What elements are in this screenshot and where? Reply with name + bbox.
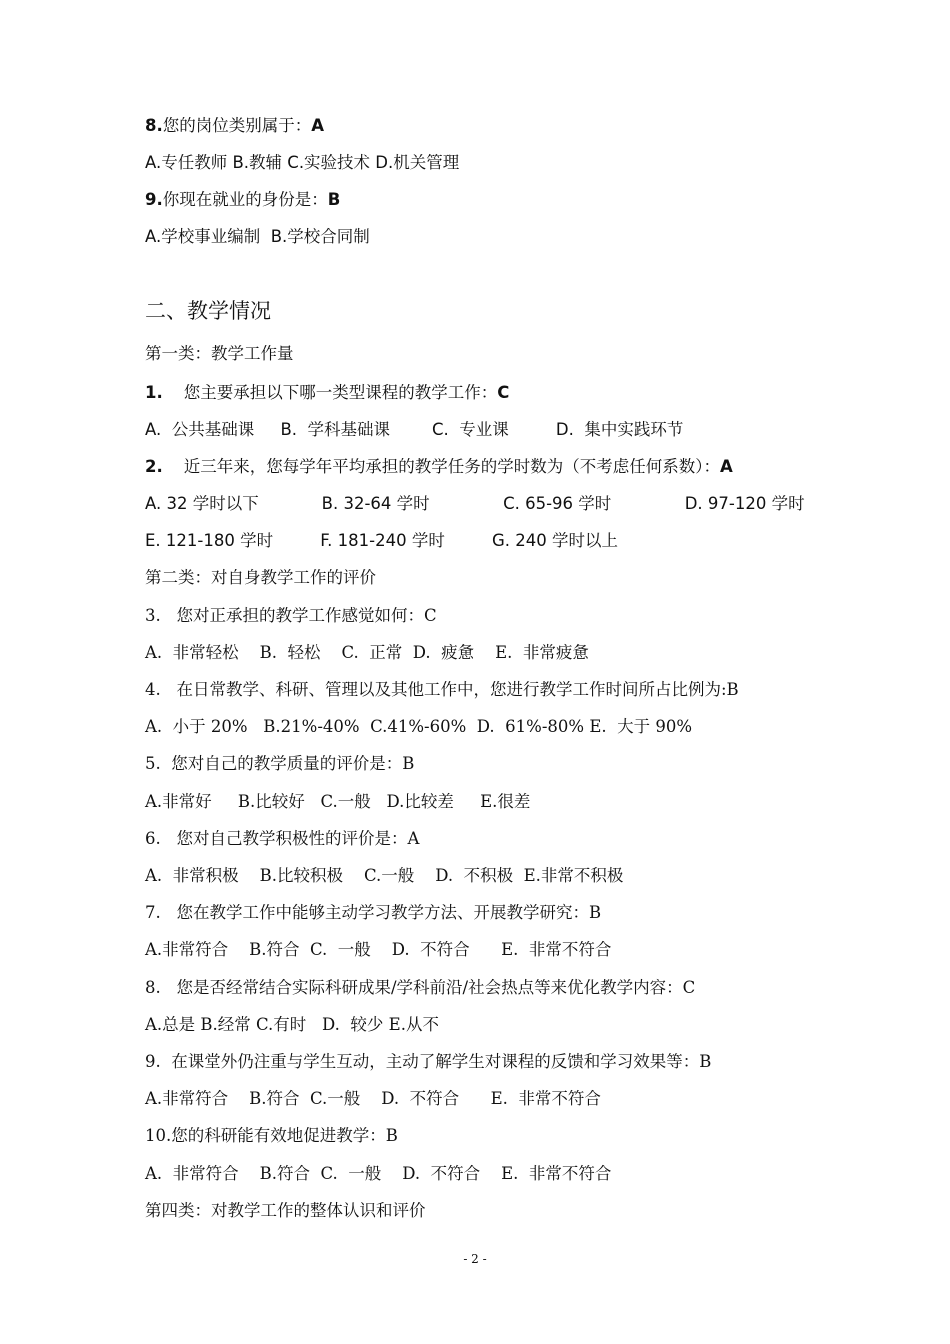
- question-7-teaching-research: 7. 您在教学工作中能够主动学习教学方法、开展教学研究：B: [145, 903, 602, 922]
- question-6-enthusiasm-evaluation: 6. 您对自己教学积极性的评价是：A: [145, 829, 420, 848]
- answer-letter: A: [719, 457, 733, 476]
- question-8-content-optimization: 8. 您是否经常结合实际科研成果/学科前沿/社会热点等来优化教学内容：C: [145, 978, 696, 997]
- category-4-heading: 第四类：对教学工作的整体认识和评价: [145, 1201, 426, 1220]
- question-5-quality-evaluation: 5. 您对自己的教学质量的评价是：B: [145, 754, 415, 773]
- question-number: 1.: [145, 383, 163, 402]
- question-1-course-type: [145, 385, 509, 402]
- answer-letter: A: [311, 116, 325, 135]
- question-text: 您的岗位类别属于：: [162, 116, 312, 135]
- question-6-options: A. 非常积极 B.比较积极 C.一般 D. 不积极 E.非常不积极: [145, 866, 624, 885]
- section-heading-teaching: 二、教学情况: [145, 299, 271, 323]
- question-7-options: A.非常符合 B.符合 C. 一般 D. 不符合 E. 非常不符合: [145, 940, 612, 959]
- question-number: 9.: [145, 190, 163, 209]
- question-9-employment-status: [145, 192, 340, 209]
- question-1-options: A. 公共基础课 B. 学科基础课 C. 专业课 D. 集中实践环节: [145, 420, 684, 439]
- question-10-options: A. 非常符合 B.符合 C. 一般 D. 不符合 E. 非常不符合: [145, 1164, 612, 1183]
- question-number: 2.: [145, 457, 163, 476]
- category-1-heading: 第一类：教学工作量: [145, 344, 294, 363]
- question-9-student-interaction: 9. 在课堂外仍注重与学生互动，主动了解学生对课程的反馈和学习效果等：B: [145, 1052, 712, 1071]
- question-2-teaching-hours: [145, 459, 733, 476]
- question-10-research-promotes-teaching: 10.您的科研能有效地促进教学：B: [145, 1126, 398, 1145]
- question-9-options: A.学校事业编制 B.学校合同制: [145, 227, 370, 246]
- page-number: - 2 -: [463, 1252, 487, 1266]
- question-2-options-row-1: A. 32 学时以下 B. 32-64 学时 C. 65-96 学时 D. 97-120 学时: [145, 494, 805, 513]
- question-8-options: A.专任教师 B.教辅 C.实验技术 D.机关管理: [145, 153, 460, 172]
- question-3-workload-feeling: 3. 您对正承担的教学工作感觉如何：C: [145, 606, 437, 625]
- answer-letter: B: [327, 190, 341, 209]
- question-9-options: A.非常符合 B.符合 C.一般 D. 不符合 E. 非常不符合: [145, 1089, 601, 1108]
- question-8-options: A.总是 B.经常 C.有时 D. 较少 E.从不: [145, 1015, 439, 1034]
- question-4-time-ratio: 4. 在日常教学、科研、管理以及其他工作中，您进行教学工作时间所占比例为:B: [145, 680, 739, 699]
- question-3-options: A. 非常轻松 B. 轻松 C. 正常 D. 疲惫 E. 非常疲惫: [145, 643, 589, 662]
- question-text: 近三年来，您每学年平均承担的教学任务的学时数为（不考虑任何系数）：: [162, 457, 720, 476]
- category-2-heading: 第二类：对自身教学工作的评价: [145, 568, 376, 587]
- question-4-options: A. 小于 20% B.21%-40% C.41%-60% D. 61%-80% E. 大于 90%: [145, 717, 693, 736]
- question-5-options: A.非常好 B.比较好 C.一般 D.比较差 E.很差: [145, 792, 531, 811]
- question-text: 你现在就业的身份是：: [162, 190, 328, 209]
- question-2-options-row-2: E. 121-180 学时 F. 181-240 学时 G. 240 学时以上: [145, 531, 619, 550]
- question-number: 8.: [145, 116, 163, 135]
- question-8-job-category: [145, 118, 324, 135]
- answer-letter: C: [497, 383, 510, 402]
- question-text: 您主要承担以下哪一类型课程的教学工作：: [162, 383, 498, 402]
